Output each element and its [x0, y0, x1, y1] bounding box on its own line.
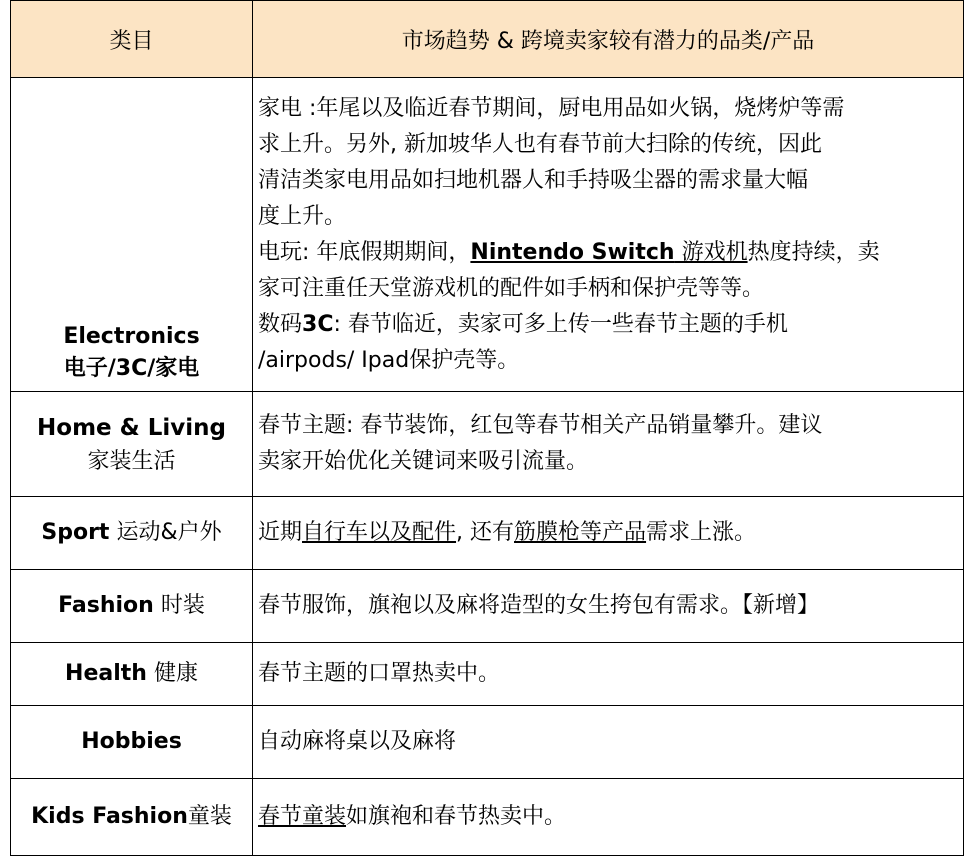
header-trends: 市场趋势 & 跨境卖家较有潜力的品类/产品 — [253, 1, 964, 78]
table-row — [11, 392, 964, 497]
desc-text: 如旗袍和春节热卖中。 — [346, 804, 567, 829]
desc-line: 自动麻将桌以及麻将 — [258, 729, 457, 754]
category-name-en: Home & Living — [37, 415, 226, 441]
category-cell — [11, 779, 253, 856]
massage-gun-link[interactable]: 筋膜枪等产品 — [514, 520, 647, 545]
trend-description — [253, 706, 964, 779]
desc-line — [258, 799, 961, 835]
table-row — [11, 497, 964, 570]
desc-line: 度上升。 — [258, 203, 347, 229]
desc-line: 春节服饰，旗袍以及麻将造型的女生挎包有需求。【新增】 — [258, 593, 820, 618]
desc-text: 需求上涨。 — [646, 520, 757, 545]
category-name-cn: 健康 — [146, 661, 198, 686]
trend-description — [253, 497, 964, 570]
category-name-en: Health — [65, 661, 147, 686]
category-cell — [11, 706, 253, 779]
category-name-cn: 家装生活 — [87, 449, 176, 474]
desc-text: : 春节临近，卖家可多上传一些春节主题的手机 — [333, 311, 788, 337]
category-name — [11, 590, 252, 622]
category-name-cn: 童装 — [187, 804, 232, 829]
category-cell — [11, 392, 253, 497]
category-name — [11, 517, 252, 549]
nintendo-switch-link[interactable]: Nintendo Switch — [470, 239, 675, 265]
desc-text: 热度持续，卖 — [747, 239, 880, 265]
desc-line: 家电 :年尾以及临近春节期间，厨电用品如火锅，烧烤炉等需 — [258, 95, 845, 121]
table-row — [11, 643, 964, 706]
category-cell — [11, 570, 253, 643]
table-row — [11, 570, 964, 643]
category-name-cn-text: 电子/3C/家电 — [63, 356, 200, 381]
header-category: 类目 — [11, 1, 253, 78]
desc-text: , 还有 — [456, 520, 515, 545]
desc-text-bold: 3C — [302, 311, 334, 337]
desc-line: 清洁类家电用品如扫地机器人和手持吸尘器的需求量大幅 — [258, 167, 809, 193]
desc-line: 春节主题: 春节装饰，红包等春节相关产品销量攀升。建议 — [258, 413, 823, 438]
category-name-en: Hobbies — [81, 729, 182, 754]
desc-line: /airpods/ Ipad保护壳等。 — [258, 347, 520, 373]
desc-text: 近期 — [258, 520, 303, 545]
category-name-cn: 时装 — [153, 593, 205, 618]
category-cell — [11, 497, 253, 570]
table-row — [11, 78, 964, 392]
kids-festive-wear-link[interactable]: 春节童装 — [258, 804, 347, 829]
trend-description — [253, 643, 964, 706]
bicycle-accessories-link[interactable]: 自行车以及配件 — [302, 520, 457, 545]
trend-description — [253, 570, 964, 643]
trend-description — [253, 78, 964, 392]
category-name-en: Sport — [41, 520, 110, 545]
game-console-link[interactable]: 游戏机 — [674, 239, 748, 265]
table-row — [11, 779, 964, 856]
desc-line — [258, 235, 961, 271]
category-name — [11, 658, 252, 690]
desc-line — [258, 515, 961, 551]
category-name-cn: 运动&户外 — [109, 520, 222, 545]
desc-line — [258, 307, 961, 343]
category-cell — [11, 78, 253, 392]
category-name-en: Electronics — [63, 324, 200, 349]
desc-line: 求上升。另外, 新加坡华人也有春节前大扫除的传统，因此 — [258, 131, 822, 157]
category-cell — [11, 643, 253, 706]
desc-text: 数码 — [258, 311, 303, 337]
desc-line: 卖家开始优化关键词来吸引流量。 — [258, 449, 589, 474]
category-name-en: Kids Fashion — [31, 804, 188, 829]
category-name — [11, 801, 252, 833]
table-row — [11, 706, 964, 779]
header-row — [11, 1, 964, 78]
trend-description — [253, 779, 964, 856]
category-name-en: Fashion — [58, 593, 154, 618]
desc-text: 电玩: 年底假期期间， — [258, 239, 471, 265]
category-name-cn — [11, 353, 252, 385]
category-trends-table — [10, 0, 964, 856]
desc-line: 春节主题的口罩热卖中。 — [258, 661, 501, 686]
desc-line: 家可注重任天堂游戏机的配件如手柄和保护壳等等。 — [258, 275, 765, 301]
trend-description — [253, 392, 964, 497]
